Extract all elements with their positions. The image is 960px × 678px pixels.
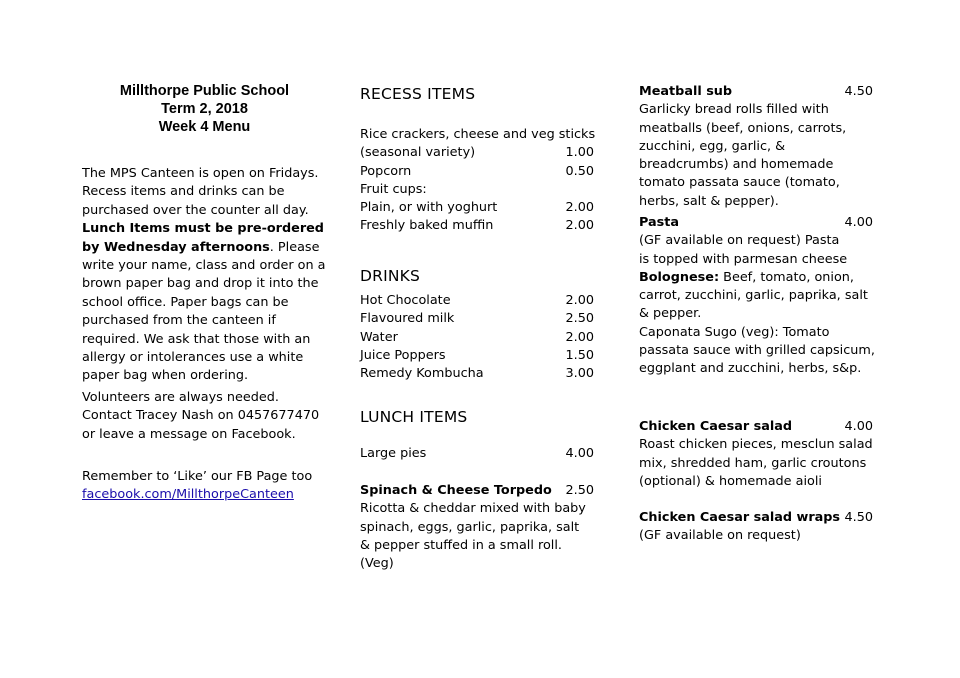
item-name: Pasta [639, 215, 680, 230]
intro-text: The MPS Canteen is open on Fridays. Recess items and drinks can be purchased over the counter all day. [82, 166, 319, 218]
menu-item [639, 83, 873, 101]
menu-item [360, 329, 594, 347]
menu-item [360, 310, 594, 328]
item-price: 3.00 [565, 366, 594, 382]
intro-paragraph [82, 165, 327, 386]
item-name: Water [360, 329, 398, 345]
item-price: 4.00 [565, 446, 594, 461]
item-description: Garlicky bread rolls filled with meatballs (beef, onions, carrots, zucchini, egg, garlic, & breadcrumbs) and homemade tomato passata sauce (tomato, herbs, salt & pepper). [639, 102, 847, 209]
item-name: Chicken Caesar salad wraps [639, 510, 841, 525]
menu-item [360, 217, 594, 235]
item-price: 4.00 [844, 215, 873, 230]
item-price: 4.50 [844, 510, 873, 525]
lunch-heading: LUNCH ITEMS [360, 408, 468, 426]
drinks-list [360, 292, 600, 383]
menu-item [360, 365, 594, 383]
item-name: Spinach & Cheese Torpedo [360, 483, 552, 498]
item-price: 1.00 [565, 145, 594, 161]
caesar-item [639, 418, 879, 491]
recess-heading: RECESS ITEMS [360, 85, 476, 103]
meatball-item [639, 83, 879, 211]
item-name: Large pies [360, 446, 427, 461]
item-name: Juice Poppers [360, 347, 446, 363]
item-price: 2.50 [565, 311, 594, 327]
item-name: Popcorn [360, 163, 412, 179]
item-name: Hot Chocolate [360, 293, 451, 308]
menu-item [360, 144, 594, 162]
item-description: (GF available on request) Pasta is topped with parmesan cheese [639, 233, 848, 267]
menu-item [360, 445, 594, 463]
menu-item [639, 509, 873, 527]
like-text: Remember to ‘Like’ our FB Page too [82, 469, 313, 484]
bolognese-description: Beef, tomato, onion, carrot, zucchini, garlic, paprika, salt & pepper. [639, 269, 868, 322]
facebook-link[interactable]: facebook.com/MillthorpeCanteen [82, 487, 294, 503]
item-price: 2.50 [565, 483, 594, 498]
item-description: Ricotta & cheddar mixed with baby spinach, eggs, garlic, paprika, salt & pepper stuffed in a small roll. (Veg) [360, 501, 586, 572]
item-price: 1.50 [565, 347, 594, 363]
item-price: 4.00 [844, 419, 873, 434]
torpedo-item [360, 482, 600, 573]
menu-item [360, 181, 594, 199]
item-name: Meatball sub [639, 84, 733, 99]
menu-item [360, 126, 600, 144]
drinks-heading: DRINKS [360, 267, 421, 285]
item-price: 2.00 [565, 200, 594, 216]
school-name: Millthorpe Public School [119, 83, 290, 99]
menu-item [360, 292, 594, 310]
item-name: Rice crackers, cheese and veg sticks [360, 127, 596, 142]
preorder-notice: Lunch Items must be pre-ordered by Wednesday afternoons [82, 221, 324, 255]
item-description: (GF available on request) [639, 528, 801, 544]
item-name: Chicken Caesar salad [639, 419, 793, 434]
pasta-bolognese [639, 269, 877, 324]
menu-item [360, 163, 594, 181]
volunteers-paragraph: Volunteers are always needed. Contact Tracey Nash on 0457677470 or leave a message on Facebook. [82, 390, 320, 442]
item-name: Freshly baked muffin [360, 218, 494, 234]
recess-list [360, 126, 600, 236]
week-label: Week 4 Menu [158, 119, 251, 135]
item-name: (seasonal variety) [360, 145, 476, 161]
wraps-item [639, 509, 879, 546]
menu-item [639, 214, 873, 232]
item-price: 2.00 [565, 293, 594, 308]
term-label: Term 2, 2018 [161, 101, 248, 117]
item-price: 4.50 [844, 84, 873, 99]
item-price: 0.50 [565, 163, 594, 179]
item-description: Roast chicken pieces, mesclun salad mix, shredded ham, garlic croutons (optional) & homemade aioli [639, 437, 873, 489]
menu-item [360, 347, 594, 365]
item-price: 2.00 [565, 218, 594, 234]
menu-item [639, 418, 873, 436]
menu-item [360, 482, 594, 500]
pasta-caponata: Caponata Sugo (veg): Tomato passata sauce with grilled capsicum, eggplant and zucchini, herbs, s&p. [639, 324, 875, 377]
item-name: Remedy Kombucha [360, 366, 484, 382]
lunch-list [360, 445, 600, 463]
item-name: Flavoured milk [360, 311, 455, 327]
pasta-item [639, 214, 879, 379]
menu-item [360, 199, 594, 217]
intro-text-continued: . Please write your name, class and order on a brown paper bag and drop it into the school office. Paper bags can be purchased from the canteen if required. We ask that those with an allergy or intolerances use a white paper bag when ordering. [82, 239, 326, 384]
facebook-paragraph [82, 468, 327, 505]
item-price: 2.00 [565, 329, 594, 345]
menu-title-block [82, 82, 327, 136]
item-name: Plain, or with yoghurt [360, 200, 498, 216]
item-name: Fruit cups: [360, 181, 427, 197]
bolognese-label: Bolognese: [639, 269, 720, 285]
